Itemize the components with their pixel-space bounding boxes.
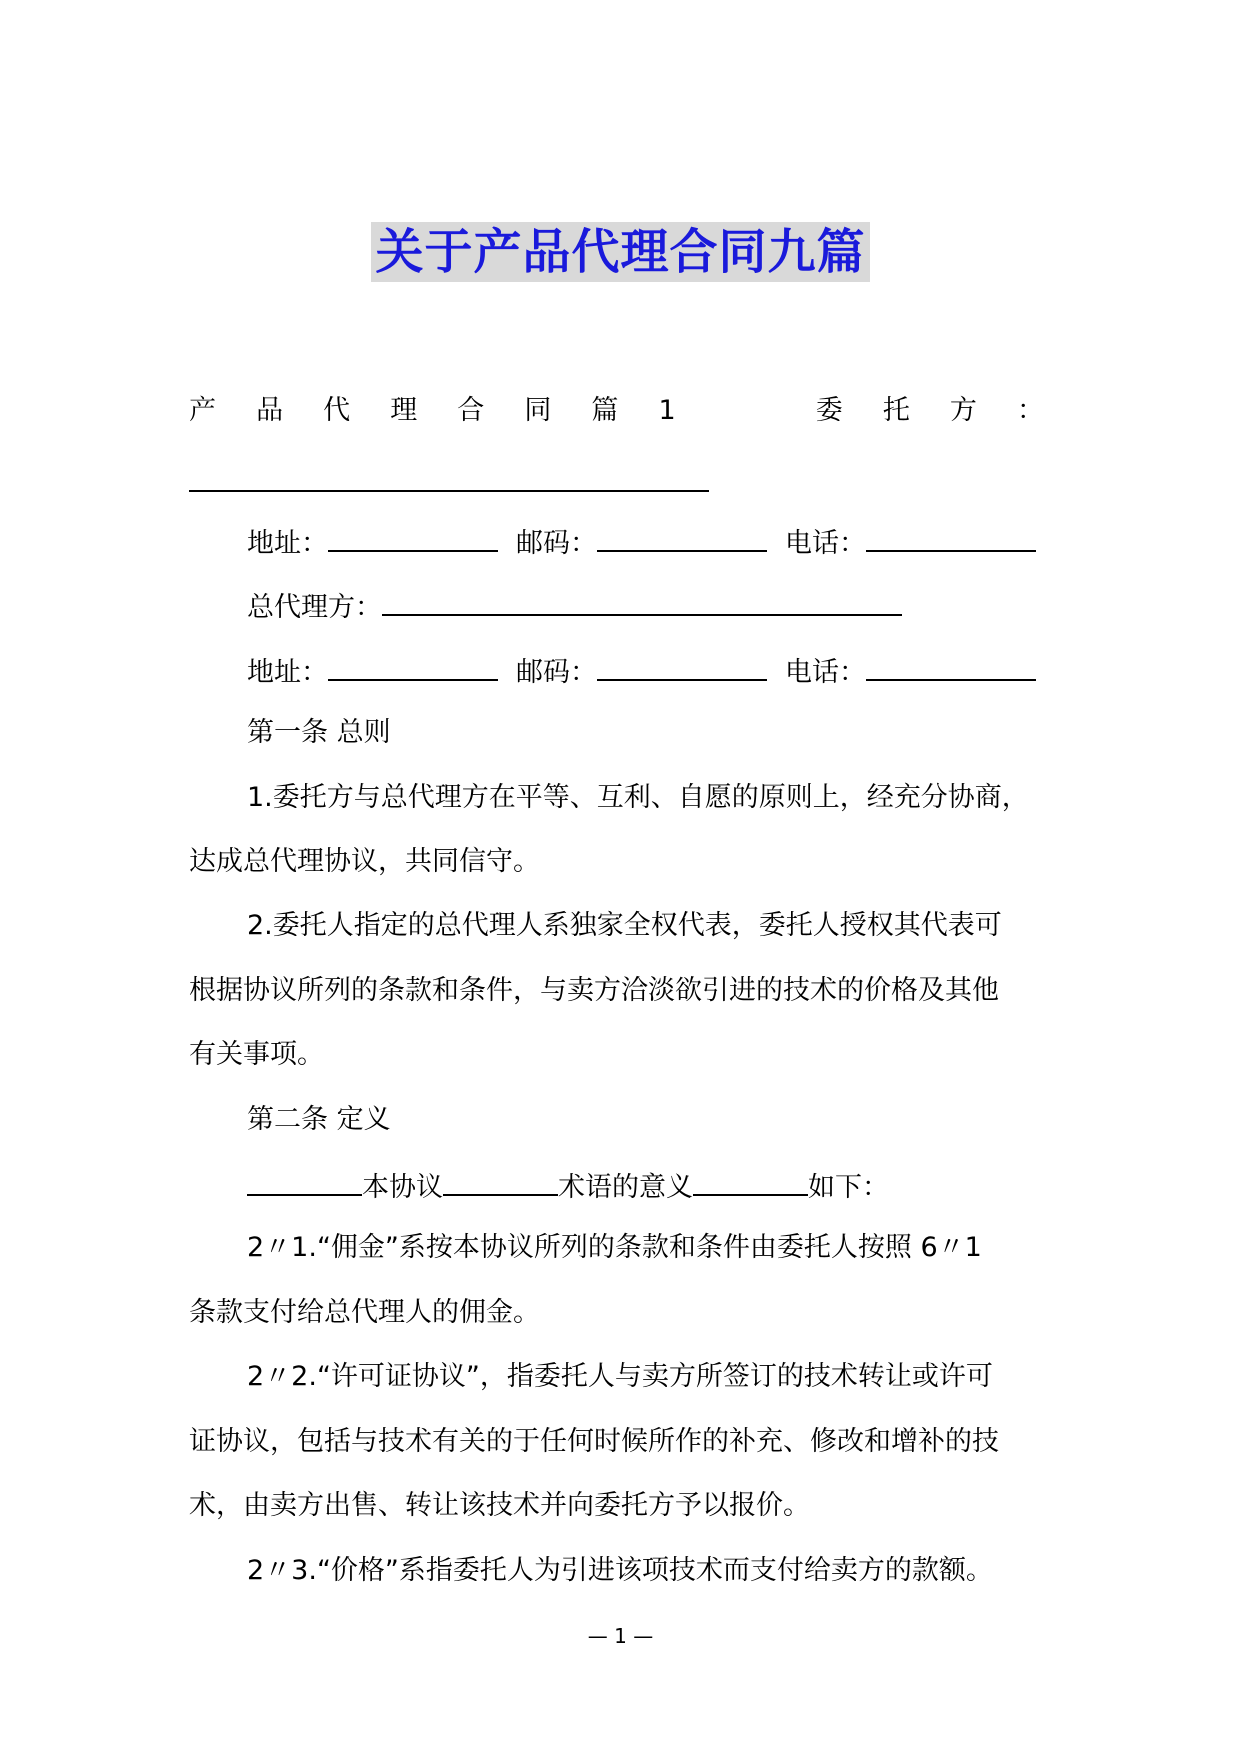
header-char: 合 bbox=[457, 395, 485, 426]
address-blank bbox=[328, 651, 498, 681]
party-a-contact-row bbox=[247, 522, 1036, 562]
definition-text: 术语的意义 bbox=[558, 1172, 693, 1203]
agent-row bbox=[247, 586, 902, 626]
header-char: 理 bbox=[390, 395, 418, 426]
header-char: 品 bbox=[256, 395, 284, 426]
phone-label: 电话： bbox=[785, 528, 866, 559]
address-blank bbox=[328, 522, 498, 552]
zip-label: 邮码： bbox=[516, 528, 597, 559]
header-number: 1 bbox=[658, 395, 676, 426]
entrust-blank-line bbox=[189, 490, 709, 492]
entrust-char: 委 bbox=[815, 395, 843, 426]
paragraph-line: 2〃1.“佣金”系按本协议所列的条款和条件由委托人按照 6〃1 bbox=[247, 1232, 982, 1263]
zip-blank bbox=[597, 651, 767, 681]
party-b-contact-row bbox=[247, 651, 1036, 691]
zip-label: 邮码： bbox=[516, 657, 597, 688]
definition-blank bbox=[247, 1166, 362, 1196]
paragraph-line: 术，由卖方出售、转让该技术并向委托方予以报价。 bbox=[189, 1490, 810, 1521]
entrust-char: 托 bbox=[882, 395, 910, 426]
agent-blank bbox=[382, 586, 902, 616]
article-2-heading: 第二条 定义 bbox=[247, 1104, 391, 1135]
paragraph-line: 2.委托人指定的总代理人系独家全权代表，委托人授权其代表可 bbox=[247, 910, 1002, 941]
document-title: 关于产品代理合同九篇 bbox=[371, 222, 869, 282]
address-label: 地址： bbox=[247, 528, 328, 559]
definition-intro-line bbox=[247, 1166, 889, 1206]
agent-label: 总代理方： bbox=[247, 592, 382, 623]
contract-header-line bbox=[189, 393, 1044, 429]
paragraph-line: 条款支付给总代理人的佣金。 bbox=[189, 1297, 540, 1328]
phone-blank bbox=[866, 651, 1036, 681]
phone-label: 电话： bbox=[785, 657, 866, 688]
header-char: 同 bbox=[524, 395, 552, 426]
article-1-heading: 第一条 总则 bbox=[247, 717, 391, 748]
definition-blank bbox=[693, 1166, 808, 1196]
phone-blank bbox=[866, 522, 1036, 552]
header-char: 产 bbox=[189, 395, 216, 426]
paragraph-line: 2〃3.“价格”系指委托人为引进该项技术而支付给卖方的款额。 bbox=[247, 1555, 993, 1586]
paragraph-line: 有关事项。 bbox=[189, 1039, 324, 1070]
page-number: — 1 — bbox=[587, 1624, 654, 1648]
definition-text: 如下： bbox=[808, 1172, 889, 1203]
header-char: 代 bbox=[323, 395, 351, 426]
entrust-char: ： bbox=[1016, 395, 1044, 426]
definition-text: 本协议 bbox=[362, 1172, 443, 1203]
paragraph-line: 证协议，包括与技术有关的于任何时候所作的补充、修改和增补的技 bbox=[189, 1426, 999, 1457]
paragraph-line: 达成总代理协议，共同信守。 bbox=[189, 846, 540, 877]
address-label: 地址： bbox=[247, 657, 328, 688]
zip-blank bbox=[597, 522, 767, 552]
header-pian: 篇 bbox=[591, 395, 619, 426]
paragraph-line: 1.委托方与总代理方在平等、互利、自愿的原则上，经充分协商， bbox=[247, 782, 1029, 813]
definition-blank bbox=[443, 1166, 558, 1196]
paragraph-line: 2〃2.“许可证协议”，指委托人与卖方所签订的技术转让或许可 bbox=[247, 1361, 993, 1392]
paragraph-line: 根据协议所列的条款和条件，与卖方洽淡欲引进的技术的价格及其他 bbox=[189, 975, 999, 1006]
title-container bbox=[0, 222, 1241, 282]
entrust-char: 方 bbox=[949, 395, 977, 426]
